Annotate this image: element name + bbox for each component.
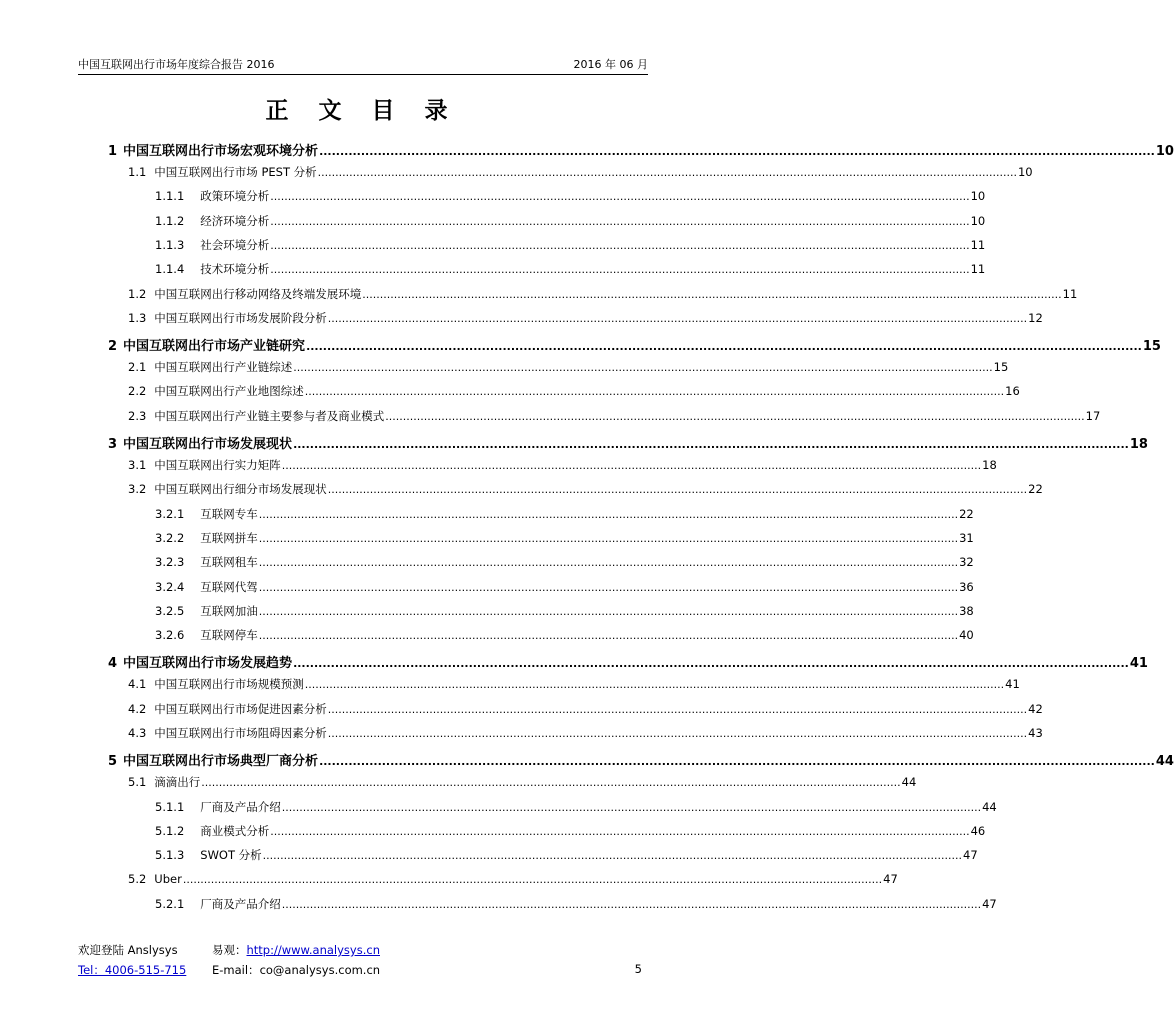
- toc-entry-number: 2: [108, 339, 118, 355]
- toc-entry-title: 厂商及产品介绍: [200, 896, 281, 911]
- toc-entry-level2[interactable]: [128, 383, 1020, 401]
- footer-site: [212, 942, 380, 958]
- toc-entry-title: 中国互联网出行移动网络及终端发展环境: [154, 286, 362, 301]
- toc-entry-level1[interactable]: [108, 140, 1174, 159]
- toc-entry-number: 5.1: [128, 775, 147, 790]
- toc-entry-level2[interactable]: [128, 408, 1101, 426]
- toc-entry-page: 44: [982, 799, 997, 814]
- toc-entry-level3[interactable]: [155, 530, 974, 548]
- toc-entry-title: 中国互联网出行市场产业链研究: [123, 339, 306, 355]
- toc-entry-number: 1: [108, 144, 118, 159]
- toc-entry-number: 5.1.1: [155, 799, 185, 814]
- toc-entry-level3[interactable]: [155, 603, 974, 621]
- toc-entry-number: 2.2: [128, 384, 147, 399]
- toc-entry-title: 中国互联网出行市场发展趋势: [123, 656, 293, 672]
- toc-dot-leader: ........................................................................................................................................................................................................: [182, 872, 883, 886]
- toc-entry-title: 中国互联网出行细分市场发展现状: [154, 482, 327, 497]
- toc-dot-leader: ........................................................................................................................................................................................................: [304, 385, 1005, 399]
- toc-entry-level3[interactable]: [155, 579, 974, 597]
- toc-entry-level2[interactable]: [128, 725, 1043, 743]
- toc-dot-leader: ........................................................................................................................................................................................................: [293, 657, 1129, 671]
- toc-entry-title: SWOT 分析: [200, 848, 262, 863]
- toc-entry-title: 中国互联网出行市场阻碍因素分析: [154, 726, 327, 740]
- toc-entry-level2[interactable]: [128, 871, 898, 890]
- toc-entry-number: 4.3: [128, 726, 147, 740]
- toc-entry-page: 36: [959, 579, 974, 594]
- toc-entry-page: 42: [1028, 701, 1043, 716]
- toc-entry-page: 22: [959, 506, 974, 521]
- toc-dot-leader: ........................................................................................................................................................................................................: [327, 727, 1028, 740]
- footer-welcome: 欢迎登陆 Anslysys: [78, 943, 178, 957]
- toc-entry-level3[interactable]: [155, 799, 997, 817]
- toc-entry-level1[interactable]: [108, 750, 1174, 770]
- toc-dot-leader: ........................................................................................................................................................................................................: [293, 361, 993, 375]
- toc-entry-title: Uber: [154, 871, 182, 886]
- toc-entry-title: 中国互联网出行市场促进因素分析: [154, 701, 327, 716]
- toc-dot-leader: ........................................................................................................................................................................................................: [317, 166, 1017, 179]
- toc-dot-leader: ........................................................................................................................................................................................................: [385, 409, 1085, 423]
- toc-dot-leader: ........................................................................................................................................................................................................: [258, 629, 959, 643]
- toc-entry-number: 3.2.6: [155, 628, 185, 643]
- toc-dot-leader: ........................................................................................................................................................................................................: [281, 897, 982, 911]
- toc-entry-number: 3: [108, 437, 118, 452]
- toc-entry-title: 政策环境分析: [200, 189, 270, 204]
- toc-entry-page: 40: [959, 628, 974, 643]
- toc-dot-leader: ........................................................................................................................................................................................................: [362, 287, 1062, 301]
- toc-entry-page: 11: [1062, 286, 1078, 301]
- toc-entry-title: 中国互联网出行市场典型厂商分析: [123, 754, 319, 770]
- toc-entry-title: 社会环境分析: [200, 237, 270, 252]
- toc-entry-title: 经济环境分析: [200, 213, 270, 228]
- toc-entry-title: 互联网专车: [200, 506, 258, 521]
- header-divider: [78, 74, 648, 75]
- toc-entry-number: 3.2.5: [155, 603, 185, 618]
- toc-dot-leader: ........................................................................................................................................................................................................: [327, 311, 1028, 325]
- toc-entry-number: 1.1.1: [155, 189, 185, 204]
- toc-entry-page: 18: [1129, 437, 1148, 452]
- toc-dot-leader: ........................................................................................................................................................................................................: [306, 340, 1142, 354]
- report-title: 中国互联网出行市场年度综合报告 2016: [78, 58, 275, 71]
- toc-entry-level3[interactable]: [155, 188, 986, 206]
- toc-entry-page: 10: [1155, 144, 1174, 159]
- toc-entry-number: 3.2.1: [155, 506, 185, 521]
- footer-email-label: E-mail：: [212, 963, 260, 977]
- toc-entry-number: 4.2: [128, 701, 147, 716]
- toc-entry-page: 44: [901, 775, 917, 790]
- toc-entry-page: 22: [1028, 482, 1043, 497]
- toc-entry-title: 厂商及产品介绍: [200, 799, 281, 814]
- footer-tel-link[interactable]: Tel：4006-515-715: [78, 963, 187, 977]
- toc-entry-title: 中国互联网出行产业链综述: [154, 360, 293, 375]
- toc-entry-title: 中国互联网出行市场发展阶段分析: [154, 310, 327, 325]
- toc-entry-number: 1.3: [128, 310, 147, 325]
- toc-entry-page: 31: [959, 530, 974, 545]
- toc-dot-leader: ........................................................................................................................................................................................................: [270, 214, 970, 228]
- toc-entry-level2[interactable]: [128, 359, 1009, 377]
- toc-entry-page: 10: [970, 213, 986, 228]
- toc-entry-title: 技术环境分析: [200, 262, 270, 277]
- toc-dot-leader: ........................................................................................................................................................................................................: [319, 145, 1155, 158]
- toc-entry-title: 滴滴出行: [154, 775, 201, 790]
- toc-entry-level2[interactable]: [128, 774, 917, 792]
- toc-dot-leader: ........................................................................................................................................................................................................: [262, 849, 962, 863]
- toc-entry-number: 3.2.4: [155, 579, 185, 594]
- toc-entry-page: 10: [970, 189, 986, 204]
- toc-entry-level3[interactable]: [155, 847, 978, 865]
- toc-entry-level2[interactable]: [128, 457, 997, 475]
- toc-entry-page: 38: [959, 603, 974, 618]
- toc-dot-leader: ........................................................................................................................................................................................................: [270, 824, 970, 838]
- footer-site-link[interactable]: http://www.analysys.cn: [246, 943, 380, 957]
- toc-entry-title: 中国互联网出行产业地图综述: [154, 384, 304, 399]
- toc-entry-number: 5.1.3: [155, 848, 185, 863]
- toc-entry-title: 互联网租车: [200, 555, 258, 570]
- footer-email: [212, 962, 380, 978]
- toc-entry-level2[interactable]: [128, 481, 1043, 499]
- toc-dot-leader: ........................................................................................................................................................................................................: [327, 483, 1028, 497]
- toc-entry-level3[interactable]: [155, 554, 974, 572]
- toc-entry-title: 中国互联网出行市场规模预测: [154, 677, 304, 692]
- toc-entry-level3[interactable]: [155, 896, 997, 914]
- toc-entry-level2[interactable]: [128, 310, 1043, 328]
- toc-entry-title: 中国互联网出行市场发展现状: [123, 437, 293, 452]
- toc-entry-page: 47: [883, 871, 898, 886]
- toc-entry-page: 41: [1129, 656, 1148, 672]
- toc-entry-level1[interactable]: [108, 433, 1148, 452]
- toc-entry-page: 41: [1005, 677, 1020, 692]
- page-title: 正 文 目 录: [265, 97, 459, 124]
- report-date: 2016 年 06 月: [573, 58, 648, 71]
- toc-entry-level2[interactable]: [128, 286, 1078, 304]
- toc-entry-number: 3.2.2: [155, 530, 185, 545]
- toc-dot-leader: ........................................................................................................................................................................................................: [258, 507, 959, 521]
- toc-entry-number: 4.1: [128, 677, 147, 692]
- toc-entry-title: 互联网拼车: [200, 530, 258, 545]
- toc-entry-title: 互联网停车: [200, 628, 258, 643]
- toc-entry-level1[interactable]: [108, 652, 1148, 672]
- toc-entry-number: 4: [108, 656, 118, 672]
- toc-entry-number: 1.1: [128, 165, 147, 179]
- toc-dot-leader: ........................................................................................................................................................................................................: [281, 459, 982, 472]
- toc-entry-page: 17: [1085, 408, 1101, 423]
- toc-entry-level2[interactable]: [128, 164, 1033, 182]
- toc-entry-number: 5.1.2: [155, 823, 185, 838]
- toc-entry-number: 1.2: [128, 286, 147, 301]
- toc-entry-number: 5.2.1: [155, 896, 185, 911]
- toc-entry-page: 43: [1028, 726, 1043, 740]
- toc-entry-title: 中国互联网出行产业链主要参与者及商业模式: [154, 408, 385, 423]
- toc-entry-number: 5: [108, 754, 118, 770]
- toc-entry-level3[interactable]: [155, 823, 986, 841]
- toc-entry-title: 中国互联网出行市场宏观环境分析: [123, 144, 319, 159]
- toc-entry-page: 11: [970, 262, 986, 277]
- toc-dot-leader: ........................................................................................................................................................................................................: [258, 580, 959, 594]
- toc-dot-leader: ........................................................................................................................................................................................................: [258, 604, 959, 618]
- toc-entry-number: 1.1.3: [155, 237, 185, 252]
- toc-entry-page: 47: [982, 896, 997, 911]
- toc-entry-title: 商业模式分析: [200, 823, 270, 838]
- toc-entry-page: 15: [993, 360, 1009, 375]
- toc-entry-page: 44: [1155, 754, 1174, 770]
- toc-entry-page: 15: [1142, 339, 1161, 355]
- toc-entry-page: 11: [970, 237, 986, 252]
- toc-entry-title: 互联网代驾: [200, 579, 258, 594]
- toc-entry-title: 中国互联网出行实力矩阵: [154, 458, 281, 472]
- toc-entry-number: 3.1: [128, 458, 147, 472]
- toc-dot-leader: ........................................................................................................................................................................................................: [293, 438, 1129, 451]
- toc-entry-page: 32: [959, 555, 974, 570]
- footer-site-label: 易观：: [212, 943, 247, 957]
- toc-dot-leader: ........................................................................................................................................................................................................: [270, 190, 970, 204]
- toc-dot-leader: ........................................................................................................................................................................................................: [270, 238, 970, 252]
- toc-entry-level1[interactable]: [108, 335, 1161, 355]
- toc-entry-title: 互联网加油: [200, 603, 258, 618]
- toc-entry-level3[interactable]: [155, 237, 986, 255]
- page-number: 5: [634, 962, 642, 976]
- toc-entry-number: 1.1.2: [155, 213, 185, 228]
- toc-entry-page: 16: [1005, 384, 1020, 399]
- toc-entry-number: 5.2: [128, 871, 147, 886]
- toc-entry-number: 2.3: [128, 408, 147, 423]
- toc-entry-level3[interactable]: [155, 506, 974, 524]
- toc-entry-level3[interactable]: [155, 261, 986, 279]
- toc-entry-number: 2.1: [128, 360, 147, 375]
- toc-dot-leader: ........................................................................................................................................................................................................: [201, 776, 901, 790]
- toc-entry-level2[interactable]: [128, 701, 1043, 719]
- toc-entry-level3[interactable]: [155, 213, 986, 231]
- toc-entry-level3[interactable]: [155, 627, 974, 645]
- toc-entry-level2[interactable]: [128, 676, 1020, 694]
- toc-dot-leader: ........................................................................................................................................................................................................: [270, 263, 970, 277]
- toc-entry-page: 10: [1017, 165, 1033, 179]
- toc-entry-page: 47: [963, 848, 978, 863]
- toc-entry-page: 12: [1028, 310, 1043, 325]
- toc-entry-page: 18: [982, 458, 997, 472]
- toc-dot-leader: ........................................................................................................................................................................................................: [258, 556, 959, 570]
- toc-dot-leader: ........................................................................................................................................................................................................: [327, 702, 1028, 716]
- toc-entry-page: 46: [970, 823, 986, 838]
- footer-email-address: co@analysys.com.cn: [259, 963, 381, 977]
- toc-entry-title: 中国互联网出行市场 PEST 分析: [154, 165, 317, 179]
- toc-dot-leader: ........................................................................................................................................................................................................: [319, 755, 1155, 769]
- toc-entry-number: 3.2: [128, 482, 147, 497]
- toc-entry-number: 1.1.4: [155, 262, 185, 277]
- toc-entry-number: 3.2.3: [155, 555, 185, 570]
- toc-dot-leader: ........................................................................................................................................................................................................: [281, 800, 982, 814]
- toc-dot-leader: ........................................................................................................................................................................................................: [258, 531, 959, 545]
- toc-dot-leader: ........................................................................................................................................................................................................: [304, 678, 1005, 692]
